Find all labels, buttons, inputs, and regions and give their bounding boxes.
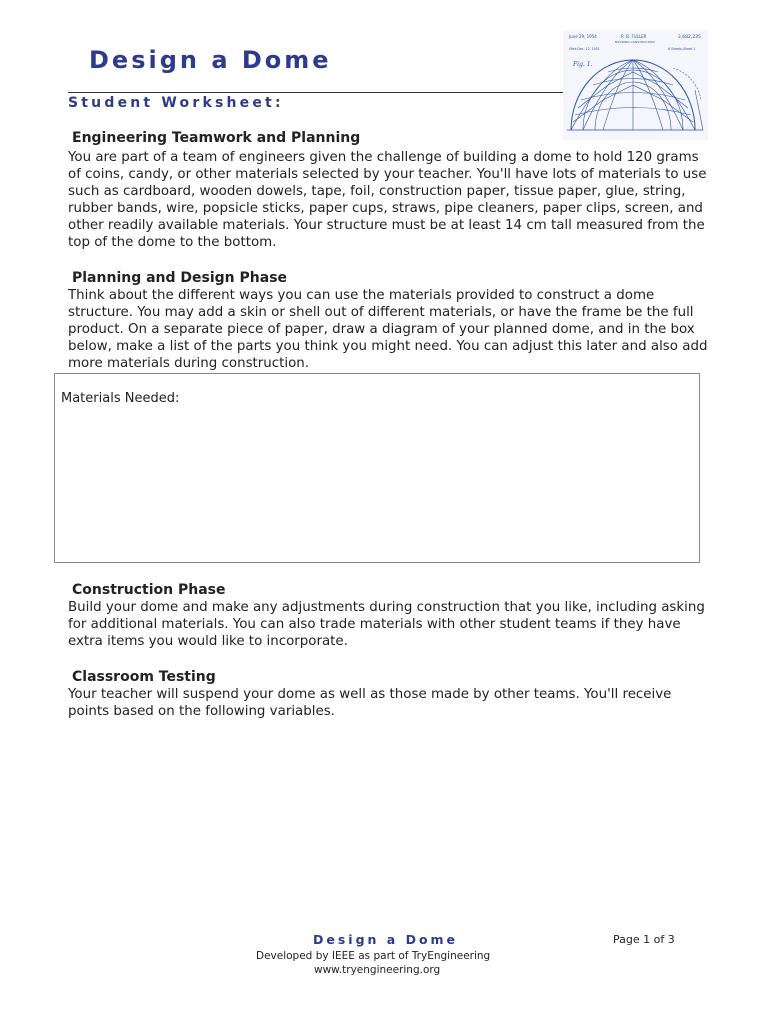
section-heading: Classroom Testing — [72, 669, 216, 685]
materials-label: Materials Needed: — [61, 391, 180, 406]
dome-patent-drawing-icon — [563, 30, 708, 140]
patent-drawing — [563, 30, 708, 140]
section-body: Build your dome and make any adjustments during construction that you like, including asking for additional materials. You can also trade materials with other student teams if they have extra items you would like to incorporate. — [68, 600, 705, 650]
patent-sheets: 6 Sheets-Sheet 1 — [668, 47, 696, 51]
patent-caption: BUILDING CONSTRUCTION — [615, 40, 655, 44]
worksheet-subtitle: Student Worksheet: — [68, 95, 284, 111]
patent-inventor: R. B. FULLER — [621, 34, 647, 39]
materials-box[interactable] — [54, 373, 700, 563]
section-heading: Engineering Teamwork and Planning — [72, 130, 361, 146]
patent-filed: Filed Dec. 12, 1951 — [569, 47, 600, 51]
patent-date: June 29, 1954 — [569, 34, 597, 39]
section-body: You are part of a team of engineers given the challenge of building a dome to hold 120 grams of coins, candy, or other materials selected by your teacher. You'll have lots of materials to use such as cardboard, wooden dowels, tape, foil, construction paper, tissue paper, glue, string, rubber bands, wire, popsicle sticks, paper cups, straws, pipe cleaners, paper clips, screen, and other readily available materials. Your structure must be at least 14 cm tall measured from the top of the dome to the bottom. — [68, 150, 707, 251]
footer-developed-by: Developed by IEEE as part of TryEngineering — [256, 950, 491, 962]
section-heading: Planning and Design Phase — [72, 270, 288, 286]
footer-url[interactable]: www.tryengineering.org — [314, 964, 441, 976]
patent-number: 2,682,235 — [678, 35, 701, 40]
section-heading: Construction Phase — [72, 582, 226, 598]
patent-fig-label: Fig. 1. — [573, 61, 593, 68]
section-body: Your teacher will suspend your dome as well as those made by other teams. You'll receive points based on the following variables. — [68, 687, 672, 720]
footer-title: Design a Dome — [313, 932, 459, 947]
page-number: Page 1 of 3 — [613, 933, 675, 946]
header-rule — [68, 92, 564, 93]
section-body: Think about the different ways you can use the materials provided to construct a dome structure. You may add a skin or shell out of different materials, or have the frame be the full product. On a separate piece of paper, draw a diagram of your planned dome, and in the box below, make a list of the parts you think you might need. You can adjust this later and also add more materials during construction. — [68, 288, 708, 372]
page-title: Design a Dome — [89, 46, 332, 74]
